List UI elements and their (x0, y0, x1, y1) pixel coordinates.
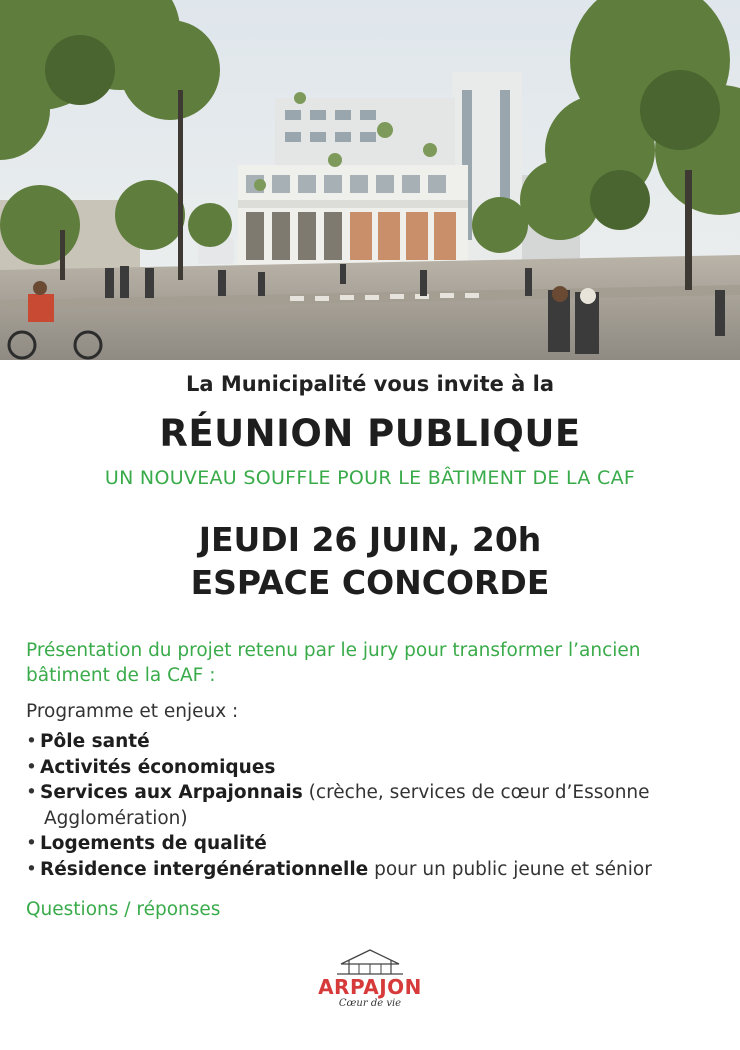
list-item (26, 780, 716, 831)
invite-line: La Municipalité vous invite à la (185, 372, 555, 396)
item-bold: Résidence intergénérationnelle (40, 858, 369, 880)
subtitle: UN NOUVEAU SOUFFLE POUR LE BÂTIMENT DE LA CAF (104, 467, 636, 489)
logo-tagline: Cœur de vie (338, 998, 402, 1009)
item-bold: Activités économiques (40, 756, 276, 778)
list-item (26, 831, 716, 857)
architectural-rendering-building-icon (0, 0, 740, 360)
event-place: ESPACE CONCORDE (190, 563, 550, 602)
item-bold: Logements de qualité (40, 833, 267, 854)
questions-answers: Questions / réponses (26, 899, 221, 920)
item-bold: Pôle santé (40, 731, 150, 752)
item-continuation: Agglomération) (44, 807, 188, 829)
list-item (26, 755, 716, 781)
hero-image (0, 0, 740, 360)
page-title: RÉUNION PUBLIQUE (159, 412, 581, 455)
item-rest: pour un public jeune et sénior (368, 858, 652, 880)
item-rest: (crèche, services de cœur d’Essonne (302, 782, 650, 803)
program-list (26, 729, 716, 882)
list-item (26, 729, 716, 755)
event-date: JEUDI 26 JUIN, 20h (198, 520, 542, 559)
arpajon-logo (313, 948, 427, 1018)
intro-text: Présentation du projet retenu par le jury pour transformer l’ancien bâtiment de la CAF : (26, 640, 641, 686)
logo-name: ARPAJON (318, 975, 422, 999)
list-item (26, 857, 716, 883)
market-hall-icon (313, 948, 427, 976)
item-bold: Services aux Arpajonnais (40, 782, 303, 803)
program-title: Programme et enjeux : (26, 701, 239, 722)
